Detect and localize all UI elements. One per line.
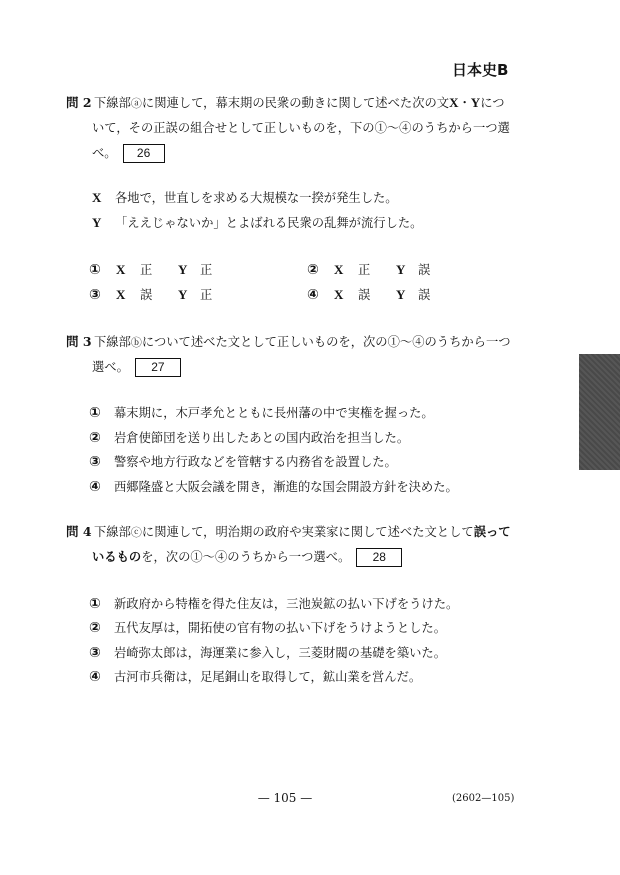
statement-y-ref: Y [470, 95, 481, 110]
q3-stem-line1 [94, 332, 511, 352]
choice-x-value: 正 [140, 263, 153, 277]
q3-option-4 [89, 477, 458, 497]
choice-mark: ② [307, 262, 319, 278]
choice-y-value: 正 [200, 263, 213, 277]
answer-box-26: 26 [123, 144, 165, 163]
q4-stem-text: に関連して，明治期の政府や実業家に関して述べた文として [141, 525, 474, 539]
option-text: 西郷隆盛と大阪会議を開き，漸進的な国会開設方針を決めた。 [114, 480, 458, 494]
choice-x-value: 誤 [358, 288, 371, 302]
q4-option-1 [89, 594, 458, 614]
option-text: 岩崎弥太郎は，海運業に参入し，三菱財閥の基礎を築いた。 [114, 646, 447, 660]
option-mark: ② [89, 430, 101, 446]
underline-marker-c: ⓒ [130, 526, 142, 539]
option-text: 警察や地方行政などを管轄する内務省を設置した。 [114, 455, 397, 469]
q4-option-4 [89, 667, 421, 687]
choice-x-label: X [334, 262, 344, 277]
answer-box-28: 28 [356, 548, 402, 567]
q3-option-2 [89, 428, 409, 448]
choice-4 [307, 285, 434, 305]
answer-box-27: 27 [135, 358, 181, 377]
q4-stem-text: を，次の①～④のうちから一つ選べ。 [141, 550, 351, 564]
q2-stem-line3 [92, 143, 165, 163]
statement-x [92, 188, 398, 208]
q3-stem-text: 選べ。 [92, 360, 129, 374]
option-mark: ① [89, 596, 101, 612]
option-text: 五代友厚は，開拓使の官有物の払い下げをうけようとした。 [114, 621, 447, 635]
choice-x-value: 正 [358, 263, 371, 277]
choice-x-value: 誤 [140, 288, 153, 302]
choice-2 [307, 260, 434, 280]
option-text: 新政府から特権を得た住友は，三池炭鉱の払い下げをうけた。 [114, 597, 459, 611]
q2-stem-text: に関連して，幕末期の民衆の動きに関して述べた次の文 [141, 96, 450, 110]
subject-title: 日本史B [452, 61, 509, 79]
option-text: 岩倉使節団を送り出したあとの国内政治を担当した。 [114, 431, 410, 445]
q2-number: 問 2 [66, 95, 92, 110]
index-tab [579, 354, 620, 470]
q2-stem-line1 [94, 93, 505, 113]
q4-emphasis: いるもの [92, 549, 142, 564]
q4-stem-line1 [94, 522, 511, 542]
option-mark: ④ [89, 669, 101, 685]
underline-marker-b: ⓑ [130, 336, 142, 349]
choice-x-label: X [334, 287, 344, 302]
q3-option-3 [89, 452, 397, 472]
q4-number: 問 4 [66, 524, 92, 539]
statement-x-ref: X [449, 95, 459, 110]
choice-y-label: Y [396, 287, 406, 302]
q3-stem-line2 [92, 357, 181, 377]
q4-emphasis: 誤って [473, 524, 511, 539]
page-number: — 105 — [257, 791, 313, 805]
q3-number: 問 3 [66, 334, 92, 349]
option-mark: ① [89, 405, 101, 421]
choice-x-label: X [116, 262, 126, 277]
q4-stem-text: 下線部 [94, 525, 131, 539]
choice-y-value: 誤 [418, 263, 431, 277]
choice-y-value: 誤 [418, 288, 431, 302]
choice-y-label: Y [178, 287, 188, 302]
option-text: 幕末期に，木戸孝允とともに長州藩の中で実権を握った。 [114, 406, 434, 420]
statement-text: 各地で，世直しを求める大規模な一揆が発生した。 [115, 191, 398, 205]
choice-mark: ③ [89, 287, 101, 303]
option-mark: ③ [89, 454, 101, 470]
statement-text: 「ええじゃないか」とよばれる民衆の乱舞が流行した。 [115, 216, 423, 230]
choice-y-label: Y [178, 262, 188, 277]
q2-stem-text: につ [480, 96, 505, 110]
q4-stem-line2 [92, 547, 402, 567]
statement-label: Y [92, 215, 102, 230]
choice-y-value: 正 [200, 288, 213, 302]
choice-x-label: X [116, 287, 126, 302]
option-mark: ③ [89, 645, 101, 661]
q3-stem-text: 下線部 [94, 335, 131, 349]
statement-y [92, 213, 422, 233]
option-text: 古河市兵衛は，足尾銅山を取得して，鉱山業を営んだ。 [114, 670, 422, 684]
choice-y-label: Y [396, 262, 406, 277]
choice-3 [89, 285, 216, 305]
q3-option-1 [89, 403, 434, 423]
choice-mark: ① [89, 262, 101, 278]
option-mark: ② [89, 620, 101, 636]
statement-label: X [92, 190, 102, 205]
choice-mark: ④ [307, 287, 319, 303]
exam-code: (2602—105) [452, 793, 515, 804]
q4-option-3 [89, 643, 446, 663]
q2-stem-text: ・ [458, 96, 471, 110]
q3-stem-text: について述べた文として正しいものを，次の①～④のうちから一つ [141, 335, 511, 349]
q4-option-2 [89, 618, 446, 638]
q2-stem-text: べ。 [92, 146, 117, 160]
q2-stem-line2: いて，その正誤の組合せとして正しいものを，下の①～④のうちから一つ選 [92, 121, 510, 135]
underline-marker-a: ⓐ [130, 97, 142, 110]
q2-stem-text: 下線部 [94, 96, 131, 110]
option-mark: ④ [89, 479, 101, 495]
choice-1 [89, 260, 216, 280]
